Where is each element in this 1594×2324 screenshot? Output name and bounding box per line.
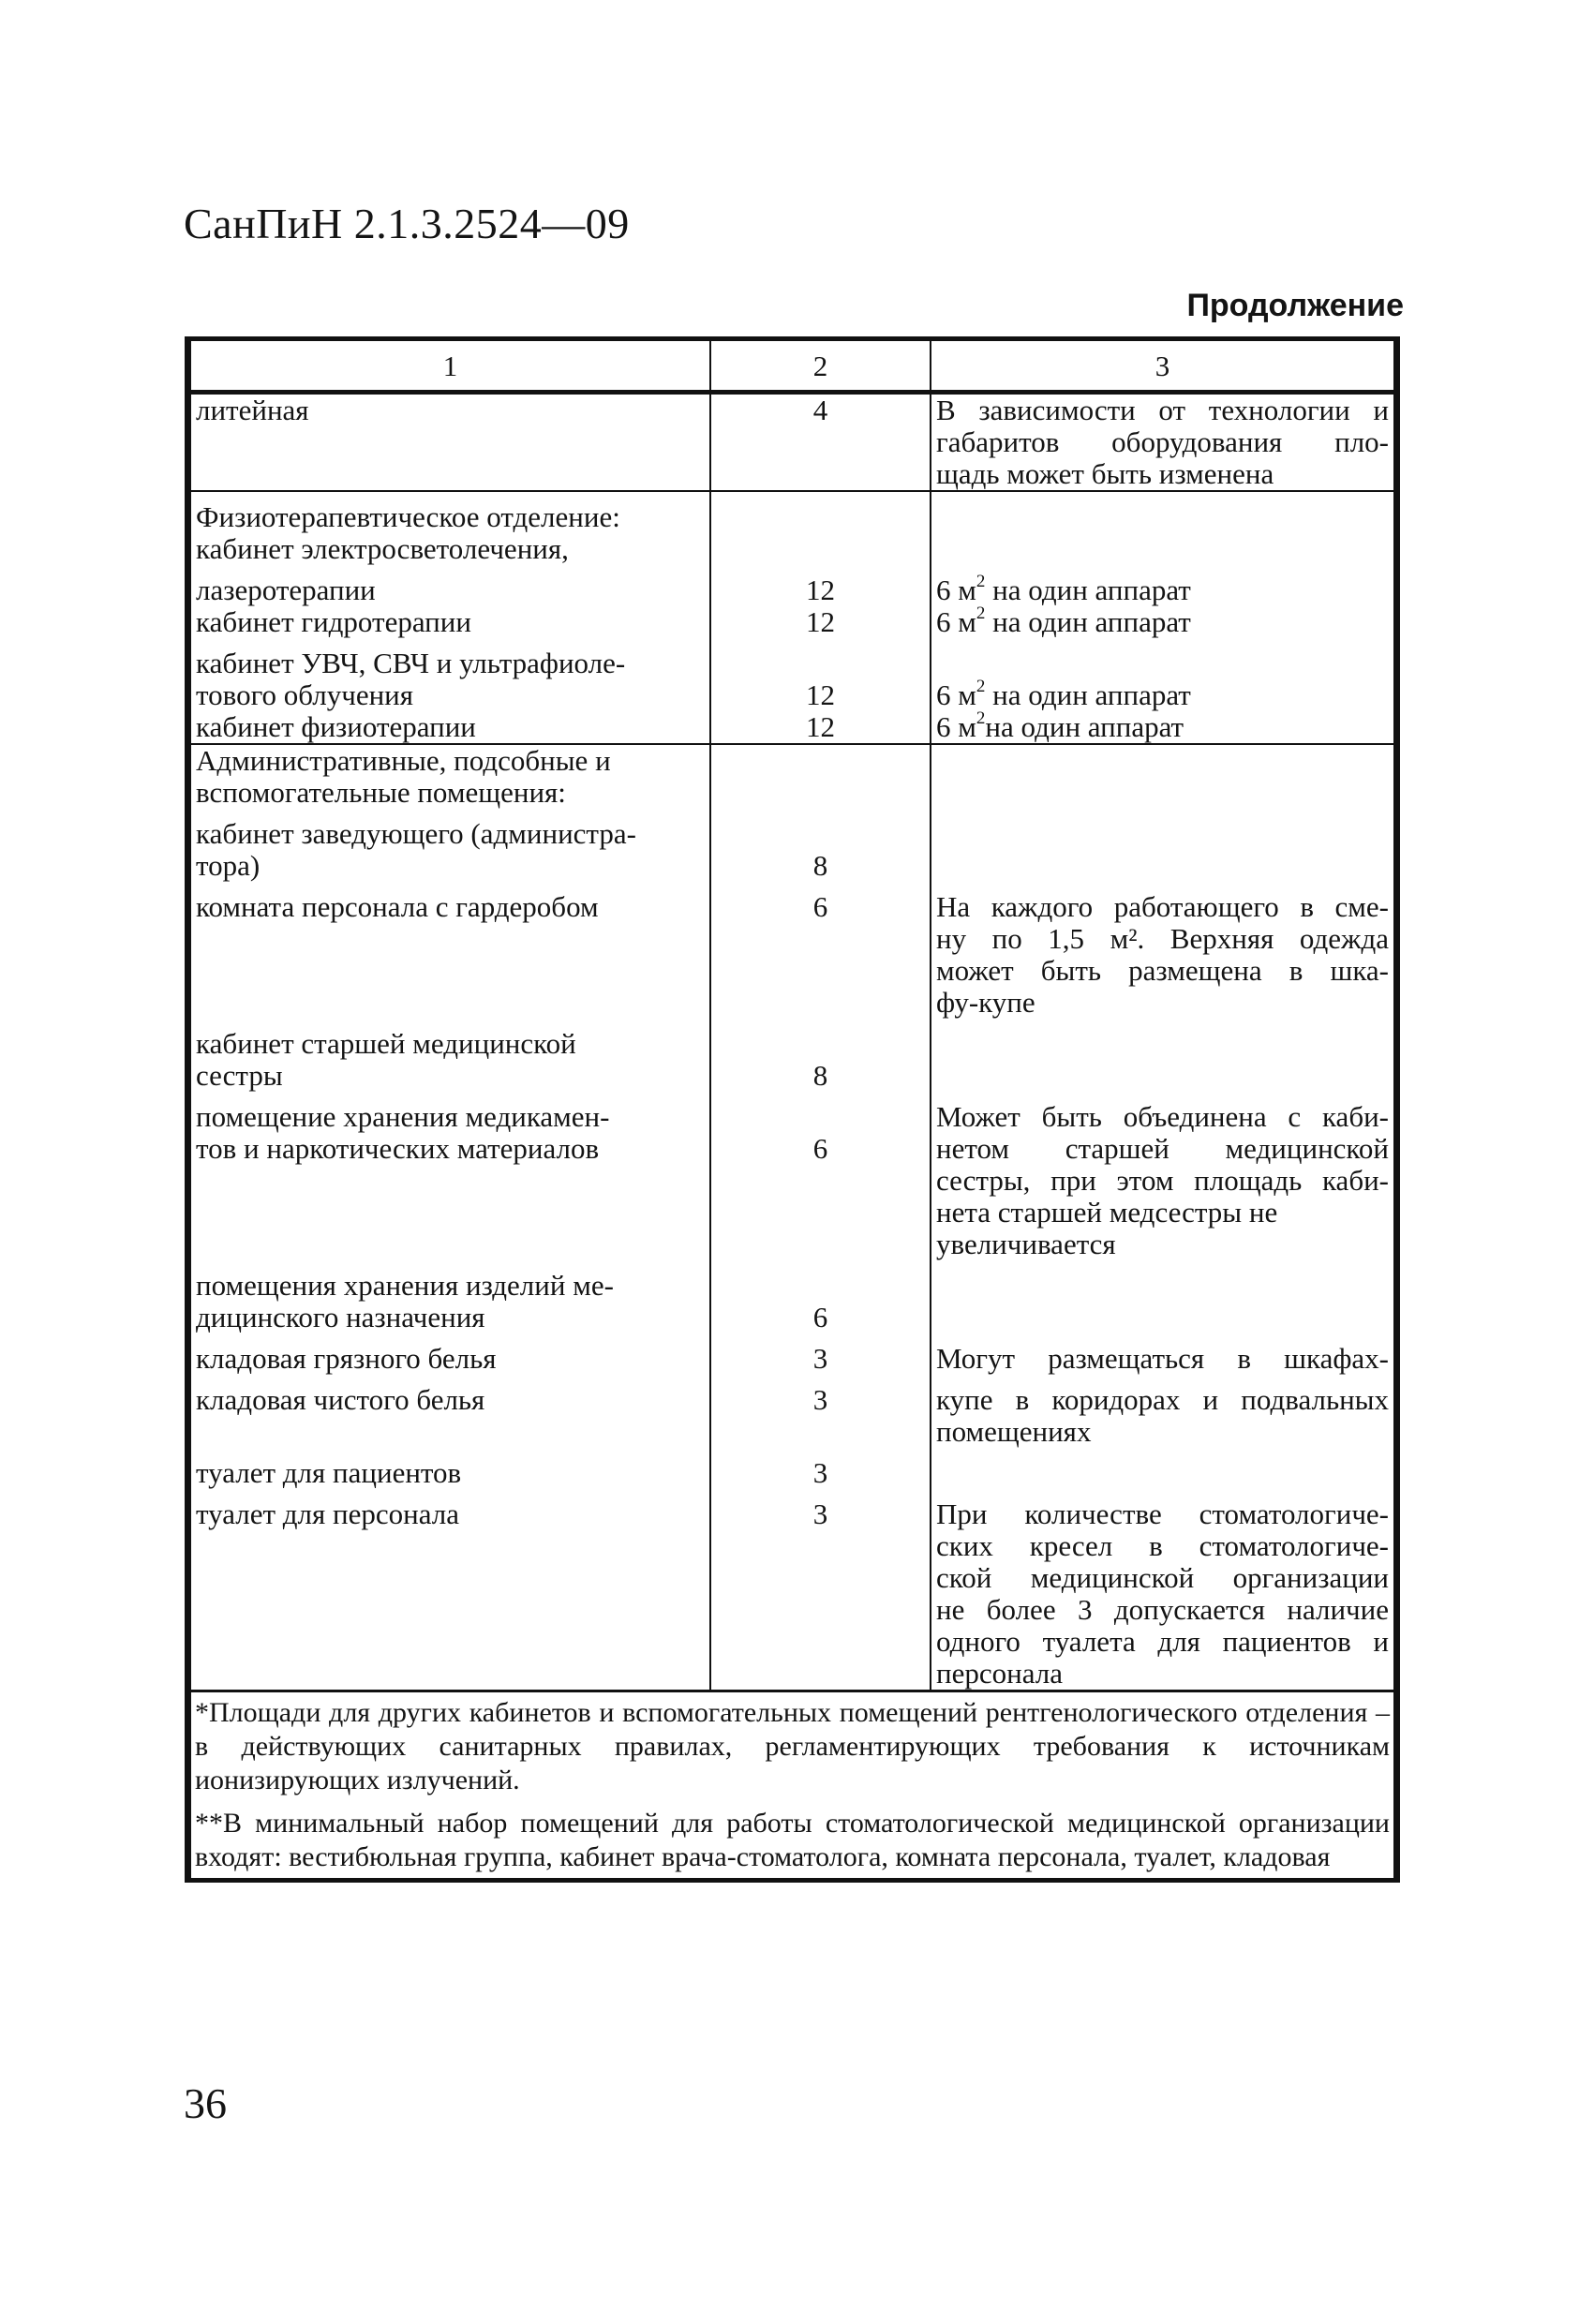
section-administrative xyxy=(190,744,1394,1691)
area-value: 8 6 8 6 6 3 3 3 3 xyxy=(710,744,931,1691)
premise-note: На каждого работающего в сме- ну по 1,5 м². Верхняя одежда может быть размещена в шка- фу-купе Может быть объединена с каби- нетом старшей медицинской сестры, при этом площадь каби- нета старшей медсестры не увеличивается Могут размещаться в шкафах- купе в коридорах и подвальных помещениях При количестве стоматологиче- ских кресел в стоматологиче- ской медицинской организации не более 3 допускается наличие одного туалета для пациентов и персонала xyxy=(931,744,1394,1691)
continuation-label: Продолжение xyxy=(1186,288,1404,323)
premise-name: Административные, подсобные и вспомогательные помещения: кабинет заведующего (администра- тора) комната персонала с гардеробом кабинет старшей медицинской сестры помещение хранения медикамен- тов и наркотических материалов помещения хранения изделий ме- дицинского назначения кладовая грязного белья кладовая чистого белья туалет для пациентов туалет для персонала xyxy=(190,744,710,1691)
footnote-2: **В минимальный набор помещений для работы стоматологической медицинской организации входят: вестибюльная группа, кабинет врача-стоматолога, комната персонала, туалет, кладовая xyxy=(195,1808,1390,1872)
section-title: Физиотерапевтическое отделение: xyxy=(196,500,620,533)
page-number: 36 xyxy=(184,2079,227,2127)
premise-name: Физиотерапевтическое отделение: кабинет электросветолечения, лазеротерапии кабинет гидротерапии кабинет УВЧ, СВЧ и ультрафиоле- тового облучения кабинет физиотерапии xyxy=(190,491,710,744)
document-code: СанПиН 2.1.3.2524—09 xyxy=(184,200,630,247)
section-physiotherapy xyxy=(190,491,1394,744)
area-value: 4 xyxy=(710,393,931,492)
premise-note: В зависимости от технологии и габаритов оборудования пло- щадь может быть изменена xyxy=(931,393,1394,492)
premises-table xyxy=(185,336,1400,1883)
premise-name: литейная xyxy=(190,393,710,492)
section-title: Административные, подсобные и xyxy=(196,744,611,777)
footnotes xyxy=(190,1691,1394,1879)
table-header-row xyxy=(190,341,1394,393)
header-col-1: 1 xyxy=(190,341,710,393)
premise-note: 6 $м^2$ на один аппарат 6 $м^2$ на один аппарат 6 $м^2$ на один аппарат 6 $м^2на$ один аппарат xyxy=(931,491,1394,744)
header-col-2: 2 xyxy=(710,341,931,393)
header-col-3: 3 xyxy=(931,341,1394,393)
table-row xyxy=(190,393,1394,492)
footnotes-row xyxy=(190,1691,1394,1879)
footnote-1: *Площади для других кабинетов и вспомогательных помещений рентгенологического отделения – в действующих санитарных правилах, регламентирующих требования к источникам ионизирующих излучений. xyxy=(195,1697,1390,1795)
area-value: 12 12 12 12 xyxy=(710,491,931,744)
